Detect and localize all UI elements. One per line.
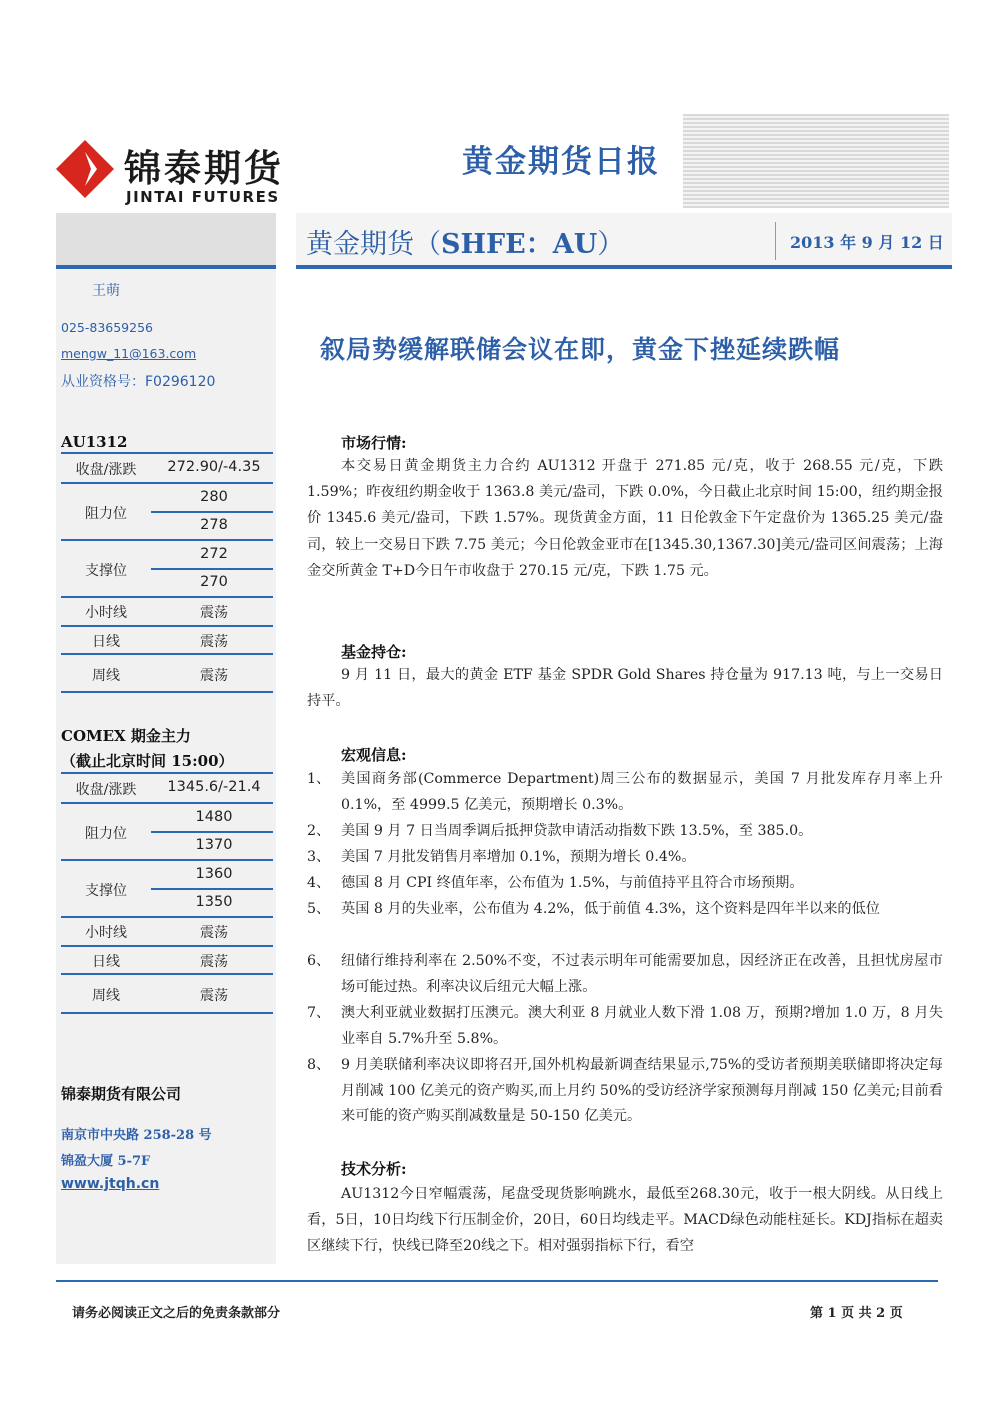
row-value: 272.90/-4.35 [167, 459, 261, 475]
table-rule [151, 888, 273, 890]
report-date: 2013 年 9 月 12 日 [790, 233, 944, 252]
table-rule [61, 482, 273, 484]
row-label: 收盘/涨跌 [75, 462, 137, 478]
row-value: 震荡 [200, 954, 228, 970]
logo-text-en: JINTAI FUTURES [126, 188, 280, 206]
author-email[interactable]: mengw_11@163.com [61, 346, 197, 361]
page-number: 第 1 页 共 2 页 [810, 1306, 903, 1321]
row-value: 震荡 [200, 988, 228, 1004]
list-text: 美国 7 月批发销售月率增加 0.1%，预期为增长 0.4%。 [341, 849, 696, 865]
table-rule [151, 511, 273, 513]
row-label: 支撑位 [85, 883, 127, 899]
table-rule [61, 691, 273, 693]
product-bar-rule [296, 265, 952, 269]
row-label: 支撑位 [85, 563, 127, 579]
row-label: 小时线 [85, 925, 127, 941]
headline: 叙局势缓解联储会议在即，黄金下挫延续跌幅 [320, 335, 841, 364]
row-value: 震荡 [200, 634, 228, 650]
market-text: 本交易日黄金期货主力合约 AU1312 开盘于 271.85 元/克，收于 268.55 元/克，下跌 1.59%；昨夜纽约期金收于 1363.8 美元/盎司，下跌 0.0%，今日截止北京时间 15:00，纽约期金报价 1345.6 美元/盎司，下跌 1.57%。现货黄金方面，11 日伦敦金下午定盘价为 1365.25 美元/盎司，较上一交易日下跌 7.75 美元；今日伦敦金亚市在[1345.30,1367.30]美元/盎司区间震荡；上海金交所黄金 T+D今日午市收盘于 270.15 元/克，下跌 1.75 元。 [307, 458, 943, 579]
list-text: 纽储行维持利率在 2.50%不变，不过表示明年可能需要加息，因经济正在改善，且担忧房屋市场可能过热。利率决议后纽元大幅上涨。 [341, 953, 943, 995]
product-title [306, 222, 624, 261]
list-number: 7、 [307, 1005, 331, 1021]
table-rule [61, 973, 273, 975]
row-value: 1360 [195, 866, 233, 882]
row-value: 270 [200, 574, 228, 590]
macro-section-title: 宏观信息: [341, 746, 407, 764]
table-rule [61, 1012, 273, 1014]
row-label: 阻力位 [85, 826, 127, 842]
table-rule [151, 831, 273, 833]
fund-text: 9 月 11 日，最大的黄金 ETF 基金 SPDR Gold Shares 持仓量为 917.13 吨，与上一交易日持平。 [307, 667, 943, 710]
company-logo [56, 132, 286, 212]
company-website-link[interactable]: www.jtqh.cn [61, 1176, 160, 1192]
tech-text: AU1312今日窄幅震荡，尾盘受现货影响跳水，最低至268.30元，收于一根大阴线。从日线上看，5日，10日均线下行压制金价，20日，60日均线走平。MACD绿色动能柱延长。KDJ指标在超卖区继续下行，快线已降至20线之下。相对强弱指标下行，看空 [307, 1186, 943, 1255]
au-table-title: AU1312 [61, 433, 128, 451]
list-text: 美国商务部(Commerce Department)周三公布的数据显示，美国 7 月批发库存月率上升 0.1%，至 4999.5 亿美元，预期增长 0.3%。 [341, 771, 943, 813]
table-rule [61, 859, 273, 861]
table-rule [61, 539, 273, 541]
row-label: 小时线 [85, 605, 127, 621]
list-text: 德国 8 月 CPI 终值年率，公布值为 1.5%，与前值持平且符合市场预期。 [341, 875, 804, 891]
footer-disclaimer: 请务必阅读正文之后的免责条款部分 [72, 1306, 281, 1321]
report-title: 黄金期货日报 [462, 144, 660, 180]
row-value: 280 [200, 489, 228, 505]
table-rule [61, 916, 273, 918]
row-label: 周线 [92, 668, 120, 684]
row-value: 278 [200, 517, 228, 533]
row-value: 震荡 [200, 925, 228, 941]
author-phone: 025-83659256 [61, 320, 153, 335]
row-label: 收盘/涨跌 [75, 782, 137, 798]
company-address-line2: 锦盈大厦 5-7F [61, 1154, 151, 1169]
list-text: 澳大利亚就业数据打压澳元。澳大利亚 8 月就业人数下滑 1.08 万，预期?增加 1.0 万，8 月失业率自 5.7%升至 5.8%。 [341, 1005, 943, 1047]
table-rule [61, 452, 273, 454]
product-title-cn: 黄金期货（ [306, 229, 441, 260]
list-number: 6、 [307, 953, 331, 969]
company-name: 锦泰期货有限公司 [61, 1085, 182, 1103]
comex-table-title: COMEX 期金主力 [61, 727, 191, 745]
list-number: 2、 [307, 823, 331, 839]
row-value: 1350 [195, 894, 233, 910]
fund-section-title: 基金持仓: [341, 643, 407, 661]
table-rule [61, 653, 273, 655]
list-number: 5、 [307, 901, 331, 917]
row-label: 阻力位 [85, 506, 127, 522]
list-number: 4、 [307, 875, 331, 891]
logo-text-cn: 锦泰期货 [124, 147, 284, 190]
market-section-title: 市场行情: [341, 434, 407, 452]
row-value: 272 [200, 546, 228, 562]
company-address-line1: 南京市中央路 258-28 号 [61, 1128, 212, 1143]
table-rule [61, 945, 273, 947]
author-name: 王萌 [92, 283, 120, 299]
row-label: 周线 [92, 988, 120, 1004]
list-number: 1、 [307, 771, 331, 787]
row-value: 1345.6/-21.4 [167, 779, 261, 795]
row-value: 震荡 [200, 605, 228, 621]
product-code: SHFE：AU [441, 229, 598, 260]
list-number: 8、 [307, 1057, 331, 1073]
list-text: 美国 9 月 7 日当周季调后抵押贷款申请活动指数下跌 13.5%，至 385.0。 [341, 823, 813, 839]
row-label: 日线 [92, 634, 120, 650]
table-rule [151, 568, 273, 570]
jintai-logo-icon [56, 140, 114, 198]
sidebar-header-block [56, 213, 276, 268]
header-decoration [683, 114, 949, 208]
list-text: 9 月美联储利率决议即将召开,国外机构最新调查结果显示,75%的受访者预期美联储即将决定每月削减 100 亿美元的资产购买,而上月约 50%的受访经济学家预测每月削减 150 亿美元;目前看来可能的资产购买削减数量是 50-150 亿美元。 [341, 1057, 943, 1124]
footer-rule [56, 1280, 938, 1282]
list-number: 3、 [307, 849, 331, 865]
list-text: 英国 8 月的失业率，公布值为 4.2%，低于前值 4.3%，这个资料是四年半以来的低位 [341, 901, 880, 917]
author-qualification: 从业资格号：F0296120 [61, 374, 216, 390]
product-title-end: ） [597, 229, 625, 260]
table-rule [61, 802, 273, 804]
row-value: 1370 [195, 837, 233, 853]
table-rule [61, 772, 273, 774]
tech-section-title: 技术分析: [341, 1160, 407, 1178]
comex-table-subtitle: （截止北京时间 15:00） [61, 752, 234, 770]
row-value: 震荡 [200, 668, 228, 684]
table-rule [61, 596, 273, 598]
table-rule [61, 625, 273, 627]
row-value: 1480 [195, 809, 233, 825]
product-bar-divider [775, 222, 776, 260]
row-label: 日线 [92, 954, 120, 970]
